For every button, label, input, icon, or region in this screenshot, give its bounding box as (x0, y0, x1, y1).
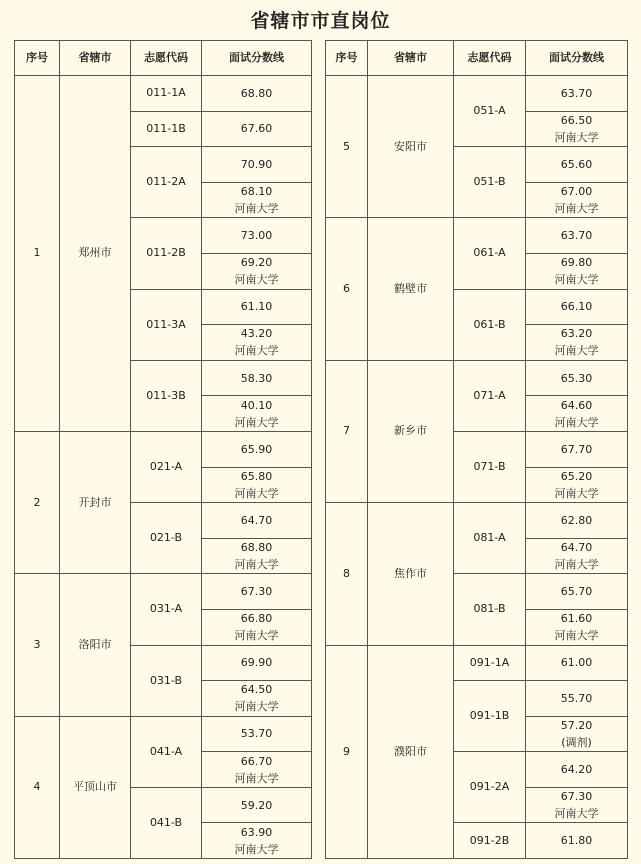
header-code: 志愿代码 (131, 41, 202, 76)
score-cell (526, 111, 628, 147)
table-row (326, 503, 628, 539)
score-value: 68.80 (240, 86, 273, 100)
score-cell (202, 147, 312, 183)
table-header-row (15, 41, 312, 76)
header-city: 省辖市 (368, 41, 454, 76)
volunteer-code: 011-3A (131, 289, 202, 360)
score-cell (526, 147, 628, 183)
score-note: (调剂) (561, 735, 592, 749)
score-cell (202, 716, 312, 752)
city-number: 3 (15, 574, 60, 716)
volunteer-code: 071-B (454, 431, 526, 502)
score-value: 68.10 (240, 185, 273, 199)
header-no: 序号 (15, 41, 60, 76)
right-score-table (325, 40, 628, 859)
score-cell (526, 360, 628, 396)
volunteer-code: 091-2B (454, 823, 526, 859)
score-value: 66.50 (560, 113, 593, 127)
score-cell (202, 431, 312, 467)
score-value: 62.80 (560, 513, 593, 527)
score-value: 64.50 (240, 683, 273, 697)
page-title: 省辖市市直岗位 (250, 10, 391, 32)
score-cell (202, 396, 312, 432)
score-value: 61.80 (560, 834, 593, 848)
score-note: 河南大学 (234, 486, 279, 500)
score-value: 64.60 (560, 398, 593, 412)
score-cell (526, 396, 628, 432)
score-cell (202, 360, 312, 396)
score-cell (202, 503, 312, 539)
score-cell (526, 574, 628, 610)
score-cell (526, 218, 628, 254)
score-cell (526, 823, 628, 859)
score-value: 55.70 (560, 691, 593, 705)
left-score-table (14, 40, 312, 859)
city-name: 平顶山市 (60, 716, 131, 858)
city-number: 7 (326, 360, 368, 502)
city-number: 8 (326, 503, 368, 645)
score-value: 67.30 (560, 790, 593, 804)
score-cell (202, 289, 312, 325)
volunteer-code: 091-1A (454, 645, 526, 681)
city-name: 新乡市 (368, 360, 454, 502)
score-cell (526, 681, 628, 717)
city-number: 2 (15, 431, 60, 573)
score-value: 59.20 (240, 798, 273, 812)
volunteer-code: 051-B (454, 147, 526, 218)
score-value: 69.80 (560, 256, 593, 270)
score-note: 河南大学 (554, 344, 599, 358)
score-cell (202, 538, 312, 574)
score-cell (526, 182, 628, 218)
score-note: 河南大学 (554, 807, 599, 821)
city-number: 5 (326, 76, 368, 218)
score-cell (202, 681, 312, 717)
score-value: 65.90 (240, 442, 273, 456)
score-cell (202, 325, 312, 361)
table-row (15, 76, 312, 112)
score-cell (526, 503, 628, 539)
score-value: 68.80 (240, 541, 273, 555)
score-cell (202, 574, 312, 610)
volunteer-code: 071-A (454, 360, 526, 431)
header-score: 面试分数线 (202, 41, 312, 76)
score-note: 河南大学 (234, 700, 279, 714)
table-row (326, 645, 628, 681)
city-number: 1 (15, 76, 60, 432)
score-value: 66.70 (240, 754, 273, 768)
score-cell (202, 787, 312, 823)
score-value: 64.20 (560, 763, 593, 777)
right-table-body (326, 76, 628, 859)
score-value: 67.30 (240, 585, 273, 599)
score-cell (202, 609, 312, 645)
score-value: 67.70 (560, 442, 593, 456)
volunteer-code: 081-A (454, 503, 526, 574)
score-value: 67.60 (240, 122, 273, 136)
table-row (15, 716, 312, 752)
city-name: 焦作市 (368, 503, 454, 645)
volunteer-code: 061-A (454, 218, 526, 289)
volunteer-code: 091-1B (454, 681, 526, 752)
volunteer-code: 061-B (454, 289, 526, 360)
score-cell (526, 289, 628, 325)
score-value: 43.20 (240, 327, 273, 341)
city-name: 鹤壁市 (368, 218, 454, 360)
score-value: 61.00 (560, 656, 593, 670)
volunteer-code: 081-B (454, 574, 526, 645)
table-row (326, 360, 628, 396)
score-cell (202, 76, 312, 112)
header-score: 面试分数线 (526, 41, 628, 76)
table-header-row (326, 41, 628, 76)
score-cell (526, 609, 628, 645)
score-cell (526, 716, 628, 752)
table-row (326, 218, 628, 254)
header-city: 省辖市 (60, 41, 131, 76)
score-cell (202, 645, 312, 681)
score-value: 63.70 (560, 229, 593, 243)
score-value: 64.70 (240, 513, 273, 527)
volunteer-code: 021-A (131, 431, 202, 502)
score-cell (526, 431, 628, 467)
volunteer-code: 011-1B (131, 111, 202, 147)
score-value: 65.60 (560, 157, 593, 171)
city-number: 9 (326, 645, 368, 859)
score-value: 65.70 (560, 585, 593, 599)
score-cell (202, 467, 312, 503)
volunteer-code: 051-A (454, 76, 526, 147)
volunteer-code: 091-2A (454, 752, 526, 823)
score-note: 河南大学 (234, 344, 279, 358)
score-value: 65.30 (560, 371, 593, 385)
score-cell (526, 253, 628, 289)
score-cell (526, 467, 628, 503)
city-name: 濮阳市 (368, 645, 454, 859)
score-note: 河南大学 (554, 130, 599, 144)
score-value: 61.10 (240, 300, 273, 314)
score-note: 河南大学 (234, 842, 279, 856)
score-note: 河南大学 (234, 771, 279, 785)
score-note: 河南大学 (234, 273, 279, 287)
city-name: 安阳市 (368, 76, 454, 218)
score-cell (526, 325, 628, 361)
score-note: 河南大学 (234, 629, 279, 643)
score-value: 69.90 (240, 656, 273, 670)
city-name: 洛阳市 (60, 574, 131, 716)
volunteer-code: 011-2B (131, 218, 202, 289)
city-number: 6 (326, 218, 368, 360)
table-row (15, 574, 312, 610)
score-value: 65.80 (240, 469, 273, 483)
score-value: 61.60 (560, 612, 593, 626)
score-value: 63.90 (240, 825, 273, 839)
volunteer-code: 041-B (131, 787, 202, 858)
score-value: 63.70 (560, 86, 593, 100)
header-no: 序号 (326, 41, 368, 76)
score-value: 65.20 (560, 469, 593, 483)
score-value: 66.80 (240, 612, 273, 626)
volunteer-code: 011-2A (131, 147, 202, 218)
score-note: 河南大学 (234, 202, 279, 216)
volunteer-code: 041-A (131, 716, 202, 787)
table-row (326, 76, 628, 112)
score-note: 河南大学 (554, 486, 599, 500)
city-number: 4 (15, 716, 60, 858)
score-cell (526, 787, 628, 823)
header-code: 志愿代码 (454, 41, 526, 76)
score-cell (526, 538, 628, 574)
score-cell (526, 752, 628, 788)
score-note: 河南大学 (234, 558, 279, 572)
volunteer-code: 031-A (131, 574, 202, 645)
score-cell (202, 218, 312, 254)
score-note: 河南大学 (554, 273, 599, 287)
score-value: 40.10 (240, 398, 273, 412)
score-note: 河南大学 (554, 202, 599, 216)
score-cell (526, 645, 628, 681)
volunteer-code: 031-B (131, 645, 202, 716)
city-name: 开封市 (60, 431, 131, 573)
score-note: 河南大学 (554, 558, 599, 572)
score-value: 70.90 (240, 157, 273, 171)
score-note: 河南大学 (234, 415, 279, 429)
score-value: 57.20 (560, 718, 593, 732)
score-note: 河南大学 (554, 629, 599, 643)
score-value: 63.20 (560, 327, 593, 341)
score-value: 53.70 (240, 727, 273, 741)
volunteer-code: 021-B (131, 503, 202, 574)
score-cell (202, 752, 312, 788)
score-value: 67.00 (560, 185, 593, 199)
city-name: 郑州市 (60, 76, 131, 432)
score-value: 73.00 (240, 229, 273, 243)
score-note: 河南大学 (554, 415, 599, 429)
table-row (15, 431, 312, 467)
score-value: 69.20 (240, 256, 273, 270)
volunteer-code: 011-3B (131, 360, 202, 431)
score-cell (202, 823, 312, 859)
score-value: 58.30 (240, 371, 273, 385)
score-cell (202, 182, 312, 218)
left-table-body (15, 76, 312, 859)
score-value: 66.10 (560, 300, 593, 314)
score-cell (202, 253, 312, 289)
score-cell (202, 111, 312, 147)
score-value: 64.70 (560, 541, 593, 555)
volunteer-code: 011-1A (131, 76, 202, 112)
score-cell (526, 76, 628, 112)
